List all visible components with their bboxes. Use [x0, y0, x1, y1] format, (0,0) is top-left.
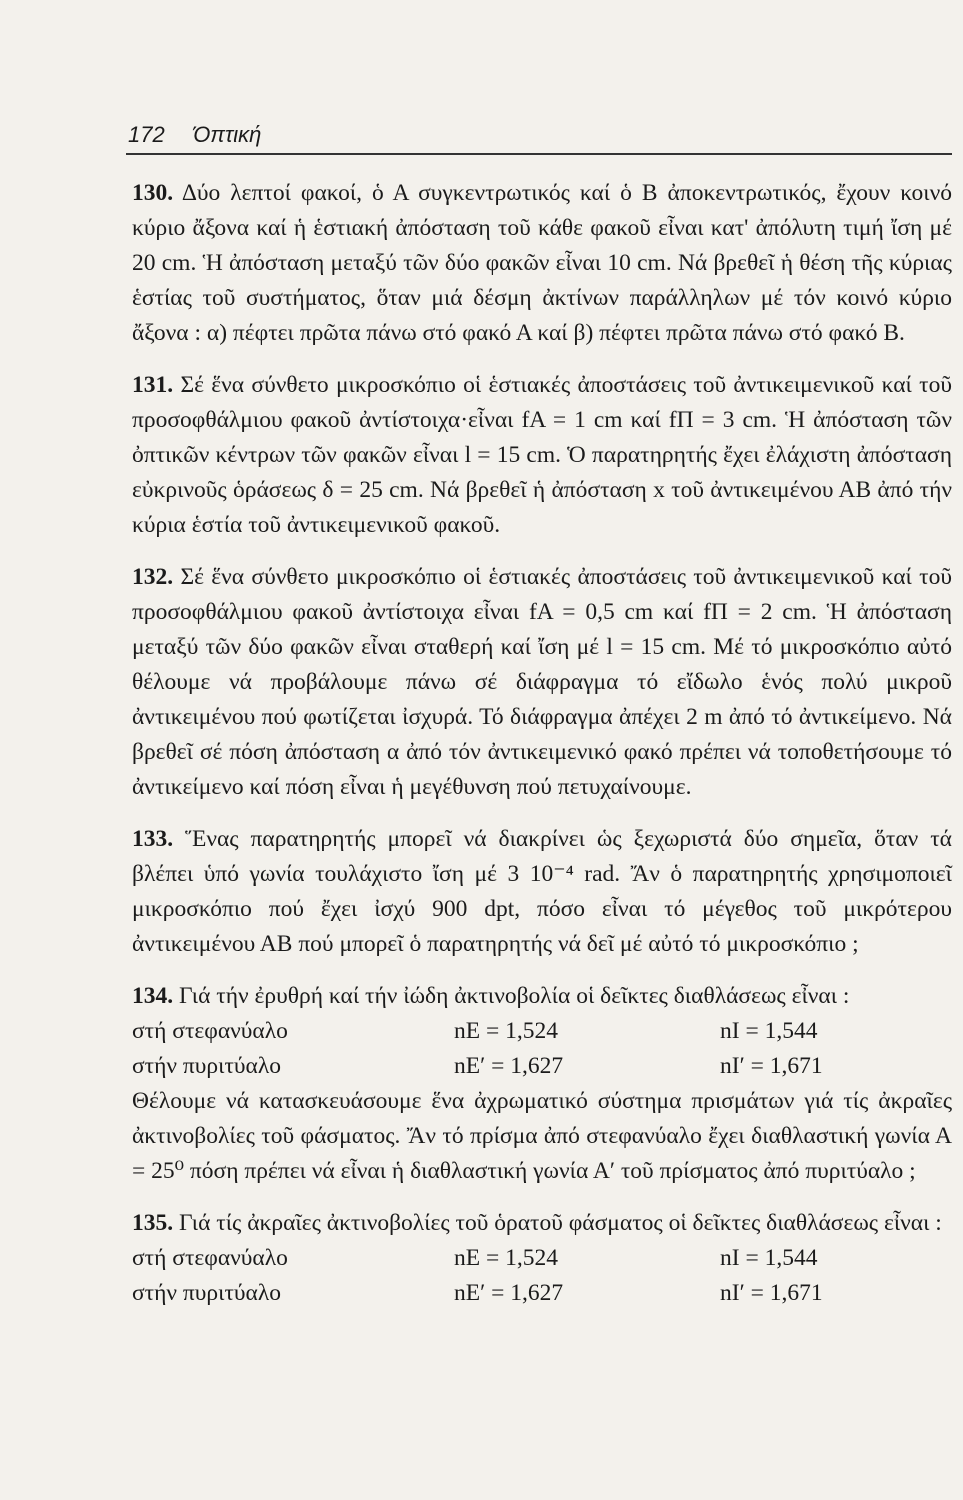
problem-text: Γιά τίς ἀκραῖες ἀκτινοβολίες τοῦ ὁρατοῦ φάσματος οἱ δεῖκτες διαθλάσεως εἶναι : [179, 1210, 942, 1236]
problem-text: Δύο λεπτοί φακοί, ὁ Α συγκεντρωτικός καί ὁ Β ἀποκεντρωτικός, ἔχουν κοινό κύριο ἄξονα καί ἡ ἑστιακή ἀπόσταση τοῦ κάθε φακοῦ εἶναι κατ' ἀπόλυτη τιμή ἴση μέ 20 cm. Ἡ ἀπόσταση μεταξύ τῶν δύο φακῶν εἶναι 10 cm. Νά βρεθεῖ ἡ θέση τῆς κύριας ἑστίας τοῦ συστήματος, ὅταν μιά δέσμη ἀκτίνων παράλληλων μέ τόν κοινό κύριο ἄξονα : α) πέφτει πρῶτα πάνω στό φακό Α καί β) πέφτει πρῶτα πάνω στό φακό Β. [132, 180, 952, 346]
index-violet: nΙ = 1,544 [720, 1245, 818, 1271]
index-red: nΕ = 1,524 [454, 1245, 558, 1271]
material-label: στή στεφανύαλο [132, 1018, 288, 1044]
problems-body [132, 176, 952, 1328]
index-red: nΕ = 1,524 [454, 1018, 558, 1044]
material-label: στήν πυριτύαλο [132, 1280, 281, 1306]
problem-text: Ἕνας παρατηρητής μπορεῖ νά διακρίνει ὡς ξεχωριστά δύο σημεῖα, ὅταν τά βλέπει ὑπό γωνία τουλάχιστο ἴση μέ 3 10⁻⁴ rad. Ἄν ὁ παρατηρητής χρησιμοποιεῖ μικροσκόπιο πού ἔχει ἰσχύ 900 dpt, πόσο εἶναι τό μέγεθος τοῦ μικρότερου ἀντικειμένου ΑΒ πού μπορεῖ ὁ παρατηρητής νά δεῖ μέ αὐτό τό μικροσκόπιο ; [132, 826, 952, 957]
index-violet: nΙ = 1,544 [720, 1018, 818, 1044]
index-red: nΕ′ = 1,627 [454, 1280, 564, 1306]
running-header [128, 122, 261, 148]
page-number: 172 [128, 122, 165, 147]
problem-number: 134. [132, 983, 174, 1009]
material-label: στή στεφανύαλο [132, 1245, 288, 1271]
problem-text: Γιά τήν ἐρυθρή καί τήν ἰώδη ἀκτινοβολία οἱ δεῖκτες διαθλάσεως εἶναι : [179, 983, 850, 1009]
section-title: Όπτική [192, 122, 262, 147]
problem-text: Σέ ἕνα σύνθετο μικροσκόπιο οἱ ἑστιακές ἀποστάσεις τοῦ ἀντικειμενικοῦ καί τοῦ προσοφθάλμιου φακοῦ ἀντίστοιχα εἶναι fΑ = 0,5 cm καί fΠ = 2 cm. Ἡ ἀπόσταση μεταξύ τῶν δύο φακῶν εἶναι σταθερή καί ἴση μέ l = 15 cm. Μέ τό μικροσκόπιο αὐτό θέλουμε νά προβάλουμε πάνω σέ διάφραγμα τό εἴδωλο ἑνός πολύ μικροῦ ἀντικειμένου πού φωτίζεται ἰσχυρά. Τό διάφραγμα ἀπέχει 2 m ἀπό τό ἀντικείμενο. Νά βρεθεῖ σέ πόση ἀπόσταση α ἀπό τόν ἀντικειμενικό φακό πρέπει νά τοποθετήσουμε τό ἀντικείμενο καί πόση εἶναι ἡ μεγέθυνση πού πετυχαίνουμε. [132, 564, 953, 800]
problem-number: 133. [132, 826, 174, 852]
index-violet: nΙ′ = 1,671 [720, 1280, 823, 1306]
header-rule [126, 153, 952, 155]
index-row-flint [132, 1049, 952, 1084]
problem-131 [132, 368, 952, 543]
index-red: nΕ′ = 1,627 [454, 1053, 564, 1079]
problem-number: 131. [132, 372, 174, 398]
problem-number: 135. [132, 1210, 174, 1236]
index-violet: nΙ′ = 1,671 [720, 1053, 823, 1079]
problem-132 [132, 560, 952, 805]
problem-text: Σέ ἕνα σύνθετο μικροσκόπιο οἱ ἑστιακές ἀποστάσεις τοῦ ἀντικειμενικοῦ καί τοῦ προσοφθάλμιου φακοῦ ἀντίστοιχα·εἶναι fΑ = 1 cm καί fΠ = 3 cm. Ἡ ἀπόσταση τῶν ὀπτικῶν κέντρων τῶν φακῶν εἶναι l = 15 cm. Ὁ παρατηρητής ἔχει ἐλάχιστη ἀπόσταση εὐκρινοῦς ὁράσεως δ = 25 cm. Νά βρεθεῖ ἡ ἀπόσταση x τοῦ ἀντικειμένου ΑΒ ἀπό τήν κύρια ἑστία τοῦ ἀντικειμενικοῦ φακοῦ. [132, 372, 953, 538]
problem-number: 132. [132, 564, 174, 590]
problem-text-continued: Θέλουμε νά κατασκευάσουμε ἕνα ἀχρωματικό σύστημα πρισμάτων γιά τίς ἀκραῖες ἀκτινοβολίες τοῦ φάσματος. Ἄν τό πρίσμα ἀπό στεφανύαλο ἔχει διαθλαστική γωνία Α = 25⁰ πόση πρέπει νά εἶναι ἡ διαθλαστική γωνία Α′ τοῦ πρίσματος ἀπό πυριτύαλο ; [132, 1088, 952, 1184]
problem-130 [132, 176, 952, 351]
material-label: στήν πυριτύαλο [132, 1053, 281, 1079]
problem-number: 130. [132, 180, 174, 206]
problem-133 [132, 822, 952, 962]
index-row-crown [132, 1241, 952, 1276]
index-row-flint [132, 1276, 952, 1311]
index-row-crown [132, 1014, 952, 1049]
problem-135 [132, 1206, 952, 1311]
problem-134 [132, 979, 952, 1189]
